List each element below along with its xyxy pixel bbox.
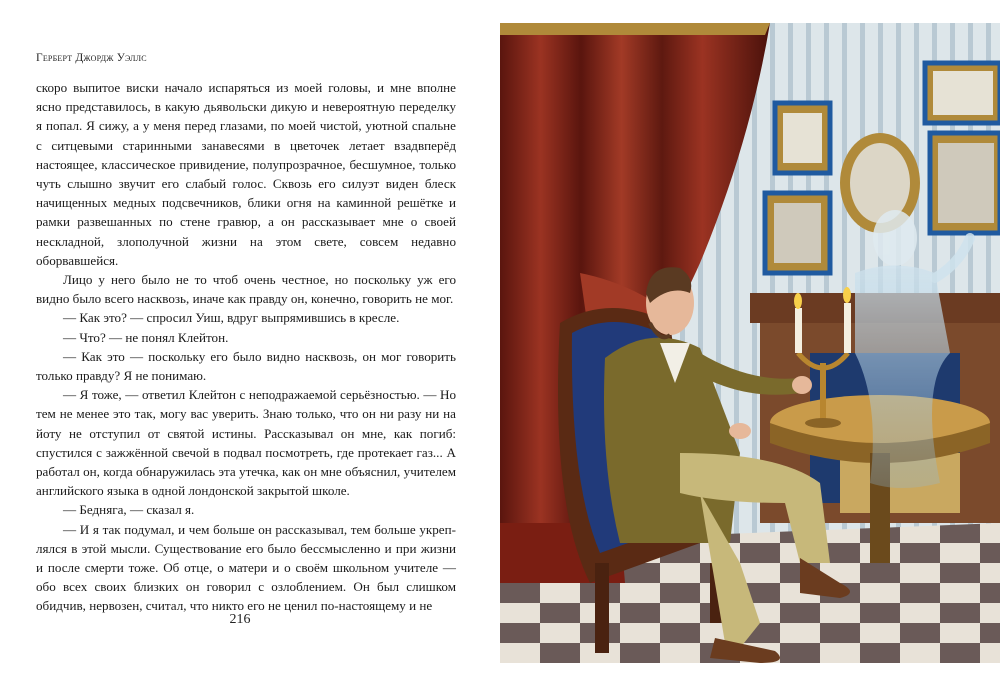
paragraph: скоро выпитое виски начало испаряться из моей головы, и мне вполне ясно представилось, в какую дьявольски дикую и невероятную переделку я попал. Я сижу, а у меня перед глазами, по моей чистой, уютной спальне с ситцевыми старинными занавесями в цветочек летает взадвперёд настоящее, классическое привидение, полупрозрачное, бесшумное, только чуть слышно звучит его слабый голос. Сквозь его силуэт виден блеск начищенных медных подсвечников, блики огня на каминной решётке и рамки развешанных по стене гравюр, а он рассказывает мне о своей нескладной, злополучной жизни на этом свете, совсем недавно оборвавшейся. — [36, 80, 456, 268]
paragraph: — Бедняга, — сказал я. — [63, 502, 195, 518]
left-page — [0, 0, 480, 685]
illustration-scene — [500, 23, 1000, 663]
body-text — [36, 78, 456, 616]
paragraph: — Что? — не понял Клейтон. — [63, 329, 229, 345]
running-head: Герберт Джордж Уэллс — [36, 52, 147, 64]
illustration — [500, 23, 1000, 663]
page-number: 216 — [229, 612, 251, 627]
paragraph: — И я так подумал, и чем больше он рассказывал, тем больше укреплялся в этой мысли. Существование его было бессмысленно и при жизни и после смерти тоже. Об отце, о матери и о своём школьном учителе — обо всех своих близких он говорил с озлоблением. Он был слишком обидчив, нервозен, считал, что никто его не ценил по-настоящему и не — [36, 521, 456, 614]
paragraph: — Я тоже, — ответил Клейтон с неподражаемой серьёзностью. — Но тем не менее это так, могу вас уверить. Знаю только, что он ни разу ни на йоту не отступил от святой истины. Рассказывал он мне, как погиб: спустился с зажжённой свечой в подвал посмотреть, где протекает газ... А работал он, когда обнаружилась эта утечка, как он мне объяснил, учителем английского языка в одной лондонской закрытой школе. — [36, 387, 456, 499]
paragraph: — Как это — поскольку его было видно насквозь, он мог говорить только правду? Я не понимаю. — [36, 348, 456, 384]
paragraph: Лицо у него было не то чтоб очень честное, но поскольку уж его видно было всего насквозь, иначе как правду он, конечно, говорить не мог. — [36, 272, 456, 307]
paragraph: — Как это? — спросил Уиш, вдруг выпрямившись в кресле. — [63, 310, 400, 326]
